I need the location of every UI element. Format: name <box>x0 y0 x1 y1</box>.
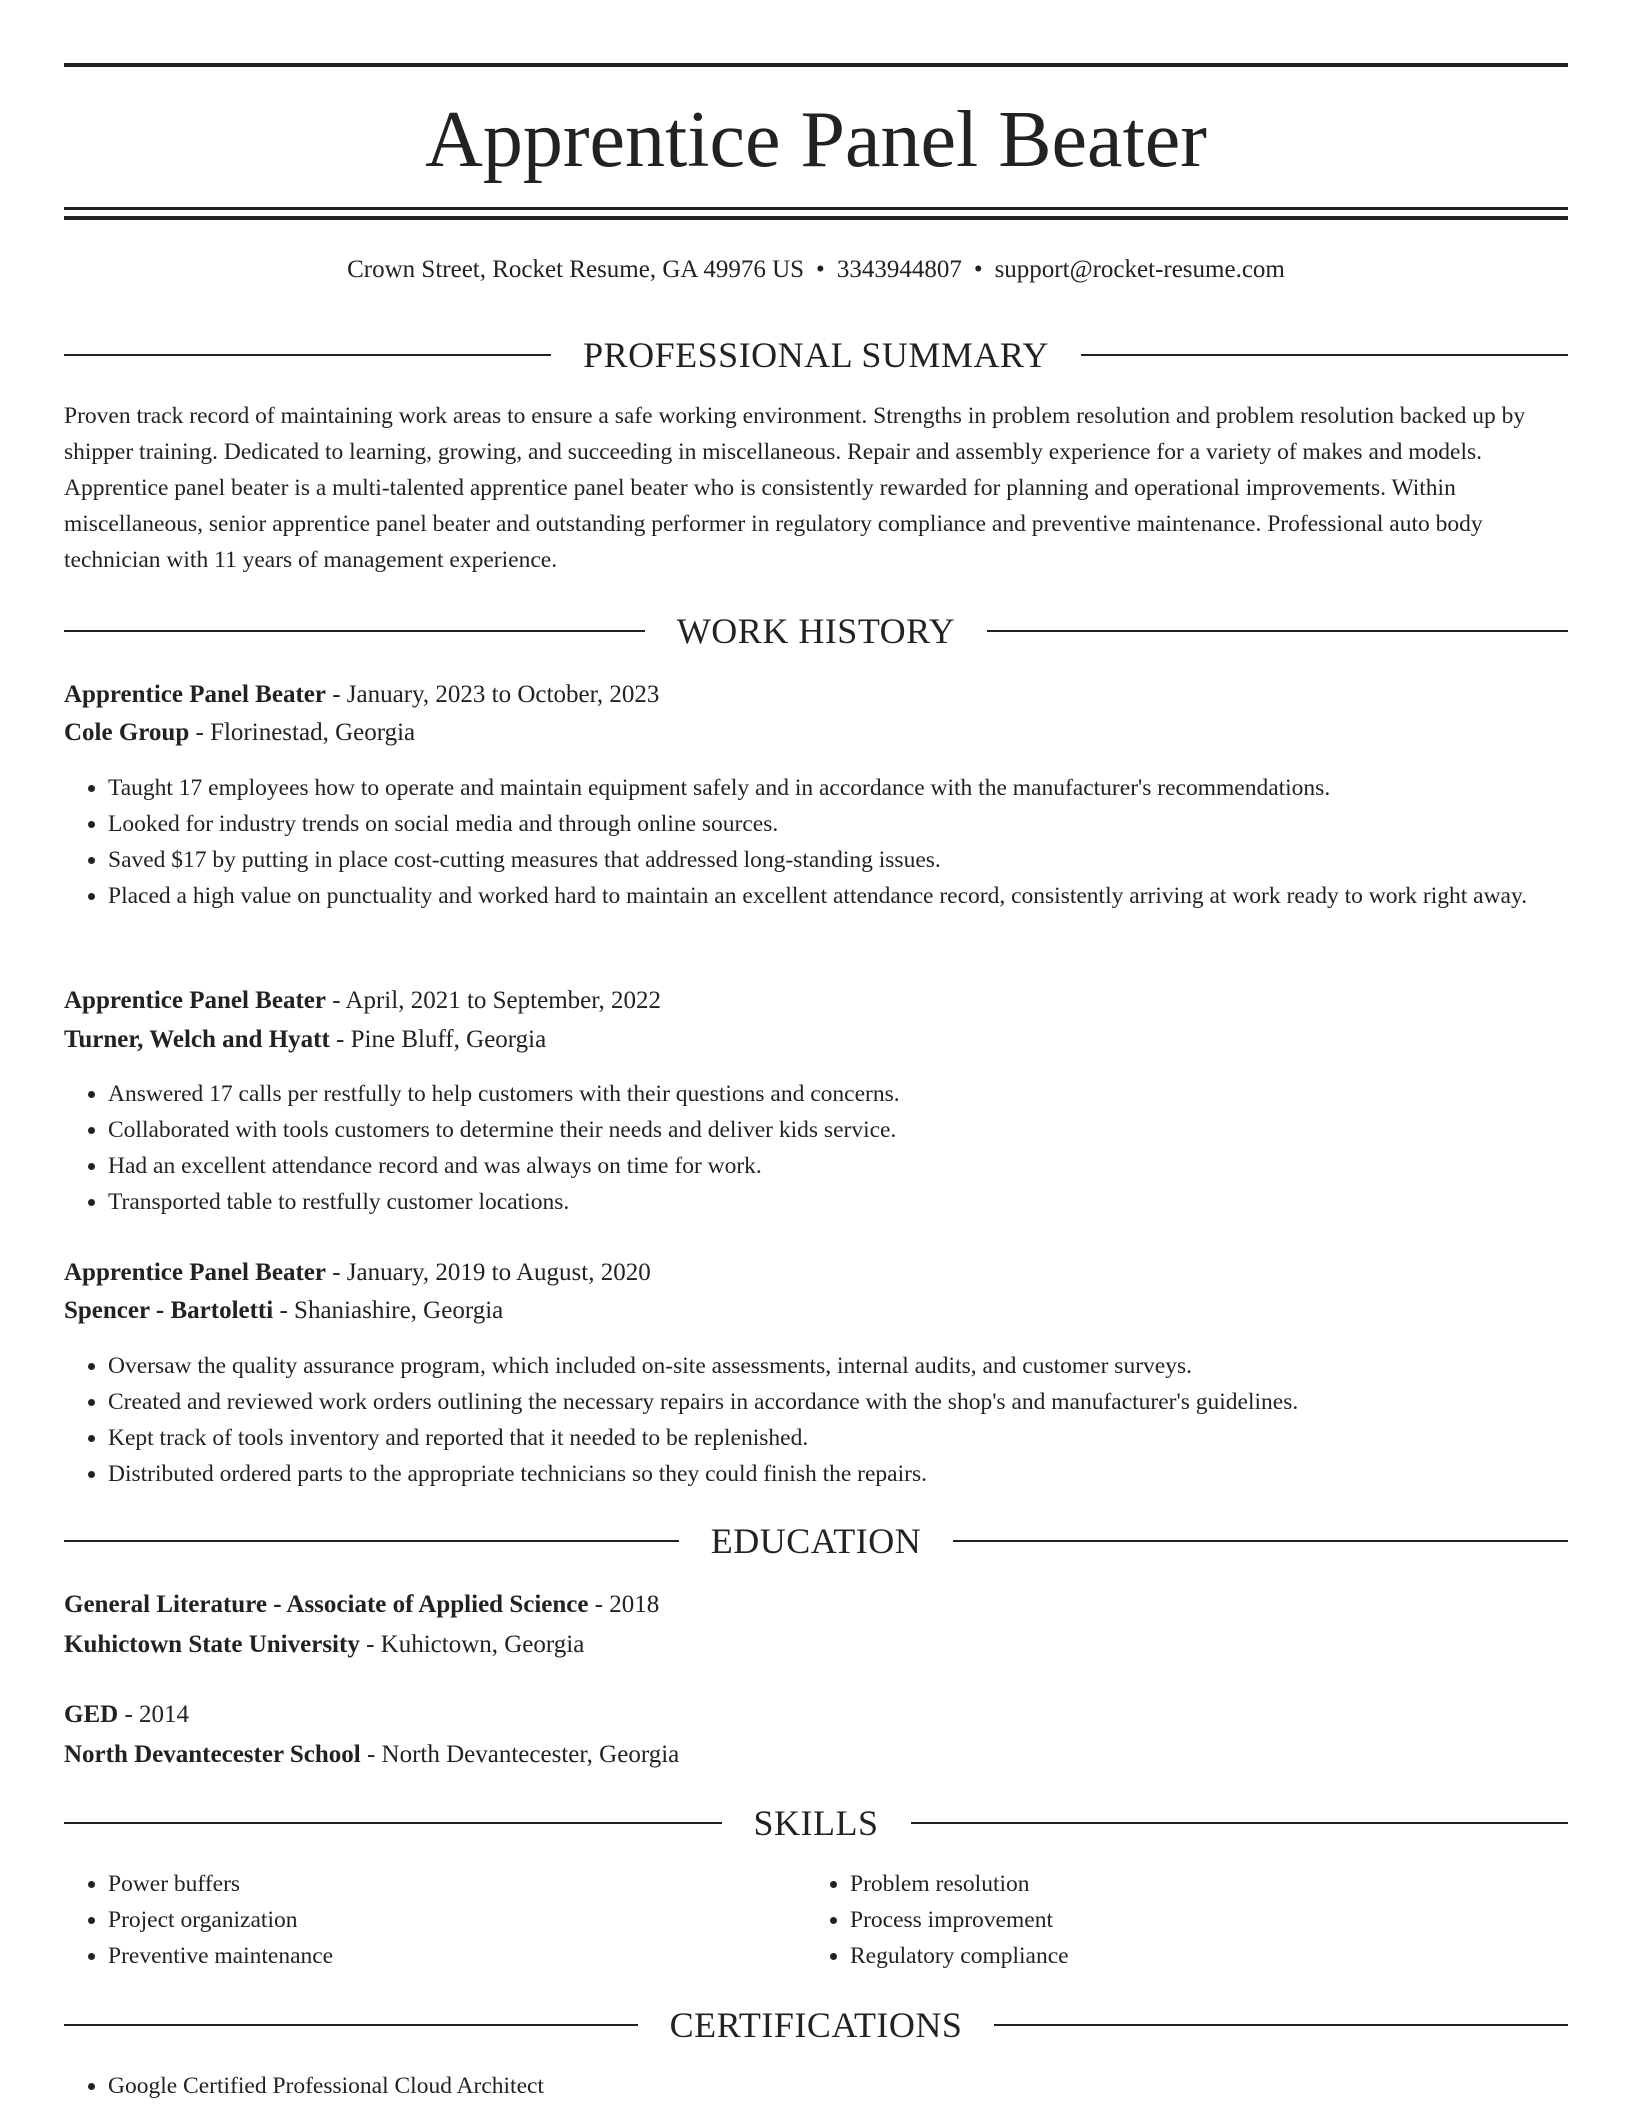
work-heading <box>64 609 1568 653</box>
skills-column-left <box>64 1866 333 1974</box>
skill-item: • Preventive maintenance <box>108 1938 333 1974</box>
contact-separator: • <box>973 256 983 283</box>
job-title: Apprentice Panel Beater <box>64 1259 326 1286</box>
certification-item: • Google Certified Professional Cloud Architect <box>108 2068 1568 2104</box>
education-heading-label: EDUCATION <box>710 1521 922 1561</box>
education-school-line <box>64 1737 1568 1773</box>
list-item: • Distributed ordered parts to the appropriate technicians so they could finish the repairs. <box>108 1456 1568 1492</box>
education-location: - North Devantecester, Georgia <box>366 1741 680 1768</box>
education-degree: GED <box>64 1701 119 1728</box>
education-year: - 2014 <box>124 1701 190 1728</box>
skill-item: • Problem resolution <box>850 1866 1069 1902</box>
education-location: - Kuhictown, Georgia <box>366 1631 585 1658</box>
title-rule-upper <box>64 207 1568 210</box>
list-item: • Kept track of tools inventory and reported that it needed to be replenished. <box>108 1420 1568 1456</box>
top-rule <box>64 63 1568 67</box>
contact-separator: • <box>816 256 825 283</box>
title-rule-lower <box>64 216 1568 220</box>
job-title: Apprentice Panel Beater <box>64 987 326 1014</box>
contact-address: Crown Street, Rocket Resume, GA 49976 US <box>347 256 805 283</box>
list-item: • Answered 17 calls per restfully to help customers with their questions and concerns. <box>108 1076 1568 1112</box>
skills-column-right <box>806 1866 1069 1974</box>
job-bullets <box>64 770 1568 914</box>
job-company-line <box>64 1293 1568 1329</box>
education-school: North Devantecester School <box>64 1741 361 1768</box>
list-item: • Placed a high value on punctuality and worked hard to maintain an excellent attendance record, consistently arriving at work ready to work right away. <box>108 878 1568 914</box>
job-title-line <box>64 1255 1568 1291</box>
heading-rule <box>64 2024 638 2026</box>
job-title-line <box>64 983 1568 1019</box>
list-item: • Collaborated with tools customers to determine their needs and deliver kids service. <box>108 1112 1568 1148</box>
certifications-heading <box>64 2003 1568 2047</box>
contact-phone: 3343944807 <box>836 256 962 283</box>
job-company: Cole Group <box>64 719 190 746</box>
certifications-list <box>64 2068 1568 2104</box>
list-item: • Transported table to restfully customer locations. <box>108 1184 1568 1220</box>
job-company-line <box>64 715 1568 751</box>
heading-rule <box>64 1540 679 1542</box>
heading-rule <box>64 1822 722 1824</box>
job-dates: - January, 2019 to August, 2020 <box>332 1259 651 1286</box>
heading-rule <box>994 2024 1568 2026</box>
list-item: • Created and reviewed work orders outlining the necessary repairs in accordance with the shop's and manufacturer's guidelines. <box>108 1384 1568 1420</box>
heading-rule <box>64 630 645 632</box>
skill-item: • Power buffers <box>108 1866 333 1902</box>
summary-heading <box>64 333 1568 377</box>
list-item: • Looked for industry trends on social media and through online sources. <box>108 806 1568 842</box>
heading-rule <box>987 630 1568 632</box>
heading-rule <box>911 1822 1569 1824</box>
education-degree-line <box>64 1697 1568 1733</box>
resume-title: Apprentice Panel Beater <box>425 96 1207 184</box>
skill-item: • Project organization <box>108 1902 333 1938</box>
job-location: - Shaniashire, Georgia <box>279 1297 504 1324</box>
heading-rule <box>64 354 551 356</box>
education-heading <box>64 1519 1568 1563</box>
education-school: Kuhictown State University <box>64 1631 360 1658</box>
job-title-line <box>64 677 1568 713</box>
job-company-line <box>64 1022 1568 1058</box>
list-item: • Had an excellent attendance record and was always on time for work. <box>108 1148 1568 1184</box>
job-dates: - April, 2021 to September, 2022 <box>332 987 662 1014</box>
job-location: - Florinestad, Georgia <box>195 719 416 746</box>
summary-heading-label: PROFESSIONAL SUMMARY <box>583 335 1049 375</box>
summary-text: Proven track record of maintaining work areas to ensure a safe working environment. Strengths in problem resolution and problem resolution backed up by shipper training. Dedicated to learning, growing, and succeeding in miscellaneous. Repair and assembly experience for a variety of makes and models. Apprentice panel beater is a multi-talented apprentice panel beater who is consistently rewarded for planning and operational improvements. Within miscellaneous, senior apprentice panel beater and outstanding performer in regulatory compliance and preventive maintenance. Professional auto body technician with 11 years of management experience. <box>64 403 1526 573</box>
list-item: • Taught 17 employees how to operate and maintain equipment safely and in accordance with the manufacturer's recommendations. <box>108 770 1568 806</box>
education-year: - 2018 <box>594 1591 660 1618</box>
heading-rule <box>1081 354 1568 356</box>
certifications-heading-label: CERTIFICATIONS <box>669 2005 963 2045</box>
list-item: • Saved $17 by putting in place cost-cutting measures that addressed long-standing issues. <box>108 842 1568 878</box>
job-company: Turner, Welch and Hyatt <box>64 1026 330 1053</box>
list-item: • Oversaw the quality assurance program, which included on-site assessments, internal audits, and customer surveys. <box>108 1348 1568 1384</box>
skill-item: • Regulatory compliance <box>850 1938 1069 1974</box>
education-degree: General Literature - Associate of Applied Science <box>64 1591 589 1618</box>
skills-list <box>64 1866 1568 1976</box>
heading-rule <box>953 1540 1568 1542</box>
education-school-line <box>64 1627 1568 1663</box>
job-title: Apprentice Panel Beater <box>64 681 326 708</box>
skills-heading-label: SKILLS <box>753 1803 879 1843</box>
contact-email[interactable]: support@rocket-resume.com <box>994 256 1285 283</box>
contact-line <box>64 254 1568 286</box>
job-location: - Pine Bluff, Georgia <box>336 1026 547 1053</box>
work-heading-label: WORK HISTORY <box>676 611 956 651</box>
job-bullets <box>64 1076 1568 1220</box>
skill-item: • Process improvement <box>850 1902 1069 1938</box>
skills-heading <box>64 1801 1568 1845</box>
job-company: Spencer - Bartoletti <box>64 1297 274 1324</box>
job-dates: - January, 2023 to October, 2023 <box>332 681 660 708</box>
education-degree-line <box>64 1587 1568 1623</box>
job-bullets <box>64 1348 1568 1492</box>
